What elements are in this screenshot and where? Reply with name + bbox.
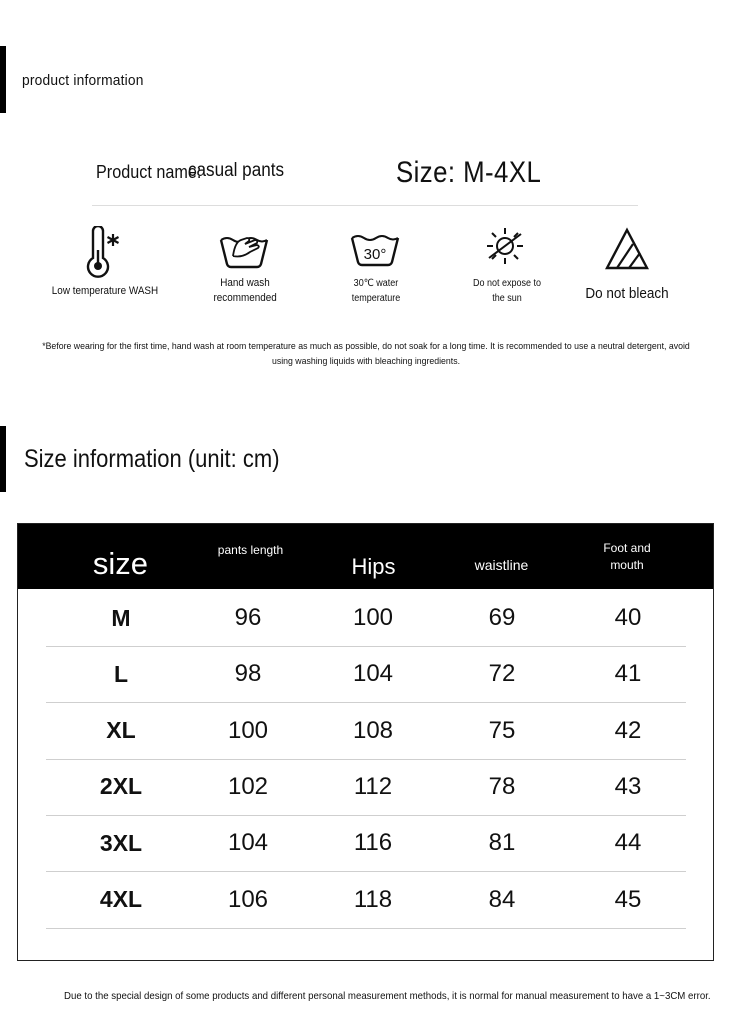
header-foot-mouth: Foot and mouth bbox=[603, 540, 651, 572]
measurement-cell: 45 bbox=[614, 885, 642, 913]
measurement-cell: 81 bbox=[488, 829, 516, 857]
table-row bbox=[46, 646, 686, 703]
measurement-cell: 41 bbox=[614, 660, 642, 688]
measurement-cell: 118 bbox=[353, 885, 393, 913]
measurement-cell: 42 bbox=[614, 716, 642, 744]
table-row bbox=[46, 872, 686, 929]
care-note: *Before wearing for the first time, hand wash at room temperature as much as possible, do not soak for a long time. It is recommended to use a neutral detergent, avoid using washing liquids with bleaching ingredients. bbox=[42, 341, 690, 367]
size-cell: M bbox=[111, 604, 131, 631]
size-cell: 3XL bbox=[99, 829, 143, 856]
table-row bbox=[46, 703, 686, 760]
no-sun-icon bbox=[479, 226, 535, 270]
size-range: Size: M-4XL bbox=[396, 156, 542, 189]
product-name-label: Product name: bbox=[96, 162, 202, 182]
measurement-cell: 112 bbox=[353, 772, 393, 800]
table-header bbox=[18, 524, 713, 589]
measurement-cell: 108 bbox=[352, 716, 394, 744]
footer-note: Due to the special design of some products and different personal measurement methods, it is normal for manual measurement to have a 1~3CM error. bbox=[64, 990, 711, 1002]
size-table bbox=[17, 523, 714, 961]
header-pants-length: pants length bbox=[217, 542, 284, 557]
measurement-cell: 100 bbox=[352, 604, 394, 631]
size-cell: 2XL bbox=[99, 773, 143, 800]
measurement-cell: 98 bbox=[234, 660, 262, 688]
section-title: product information bbox=[22, 72, 144, 89]
size-cell: 4XL bbox=[99, 886, 143, 912]
care-label: 30℃ water temperature bbox=[351, 278, 401, 304]
table-row bbox=[46, 590, 686, 647]
care-item bbox=[562, 226, 692, 301]
measurement-cell: 69 bbox=[488, 604, 516, 631]
measurement-cell: 96 bbox=[234, 604, 262, 631]
section-marker bbox=[0, 46, 6, 113]
measurement-cell: 84 bbox=[488, 885, 516, 913]
measurement-cell: 116 bbox=[353, 829, 393, 857]
care-label: Hand wash recommended bbox=[213, 277, 277, 304]
care-item bbox=[40, 226, 170, 299]
header-waistline: waistline bbox=[474, 556, 529, 573]
measurement-cell: 75 bbox=[488, 716, 516, 744]
divider bbox=[92, 205, 638, 206]
measurement-cell: 40 bbox=[614, 604, 642, 631]
care-label: Do not bleach bbox=[585, 285, 669, 302]
table-row bbox=[46, 815, 686, 872]
thermometer-icon bbox=[77, 226, 133, 278]
measurement-cell: 104 bbox=[227, 829, 269, 857]
measurement-cell: 43 bbox=[614, 772, 642, 800]
no-bleach-icon bbox=[599, 226, 655, 272]
header-hips: Hips bbox=[351, 553, 396, 579]
size-cell: XL bbox=[106, 717, 136, 744]
care-label: Do not expose to the sun bbox=[472, 278, 542, 304]
section-marker bbox=[0, 426, 6, 492]
measurement-cell: 44 bbox=[614, 829, 642, 857]
product-name-value: casual pants bbox=[188, 160, 285, 181]
measurement-cell: 102 bbox=[227, 772, 269, 800]
header-size: size bbox=[92, 545, 149, 581]
measurement-cell: 106 bbox=[227, 885, 269, 913]
measurement-cell: 104 bbox=[352, 660, 394, 688]
measurement-cell: 72 bbox=[488, 660, 516, 688]
size-cell: L bbox=[113, 660, 129, 687]
measurement-cell: 78 bbox=[488, 772, 516, 800]
care-item bbox=[311, 226, 441, 306]
size-section-title: Size information (unit: cm) bbox=[24, 445, 280, 473]
wash-30-icon bbox=[348, 226, 404, 270]
care-item bbox=[180, 226, 310, 306]
wash-temp-text: 30° bbox=[363, 246, 387, 263]
care-item bbox=[442, 226, 572, 306]
table-row bbox=[46, 759, 686, 816]
measurement-cell: 100 bbox=[227, 716, 269, 744]
care-label: Low temperature WASH bbox=[51, 285, 159, 297]
hand-wash-icon bbox=[217, 226, 273, 270]
